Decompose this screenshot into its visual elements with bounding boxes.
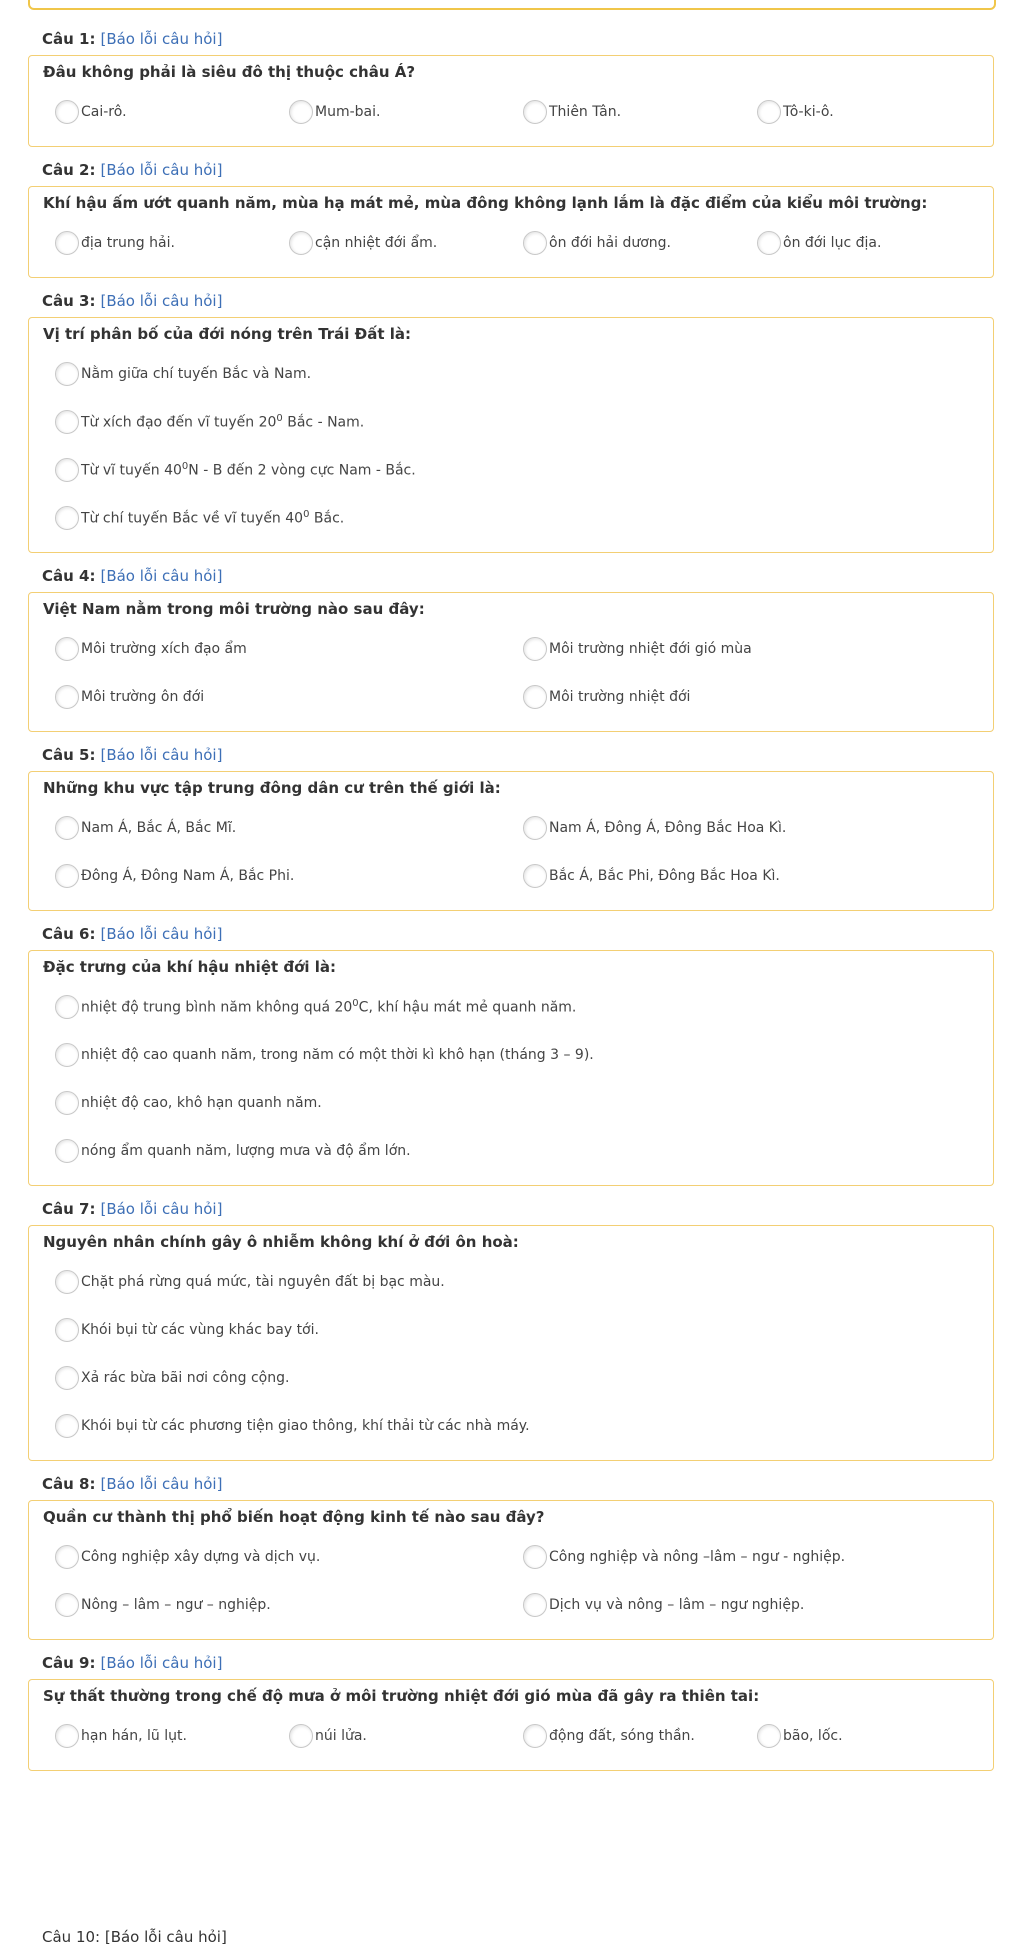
answer-option-label: Dịch vụ và nông – lâm – ngư nghiệp. [549, 1597, 805, 1613]
question-box [28, 55, 994, 147]
answer-option[interactable] [43, 1402, 979, 1450]
radio-button-icon[interactable] [523, 637, 547, 661]
radio-button-icon[interactable] [55, 100, 79, 124]
answer-option-label: nóng ẩm quanh năm, lượng mưa và độ ẩm lớn. [81, 1143, 411, 1159]
radio-button-icon[interactable] [55, 1091, 79, 1115]
answer-option-label: động đất, sóng thần. [549, 1728, 695, 1744]
answer-option[interactable] [745, 88, 979, 136]
answer-option[interactable] [43, 1533, 511, 1581]
report-error-link[interactable]: [Báo lỗi câu hỏi] [100, 567, 223, 585]
answer-option-label: Mum-bai. [315, 104, 381, 120]
answer-options [43, 983, 979, 1175]
question-header [42, 290, 994, 312]
radio-button-icon[interactable] [757, 100, 781, 124]
answer-option[interactable] [511, 852, 979, 900]
question-9 [28, 1652, 994, 1771]
answer-option[interactable] [511, 1581, 979, 1629]
answer-options [43, 88, 979, 136]
answer-option[interactable] [511, 219, 745, 267]
report-error-link[interactable]: [Báo lỗi câu hỏi] [100, 1200, 223, 1218]
question-header [42, 1652, 994, 1674]
question-text: Việt Nam nằm trong môi trường nào sau đây: [43, 600, 425, 618]
answer-option[interactable] [277, 1712, 511, 1760]
question-header [42, 159, 994, 181]
question-text: Những khu vực tập trung đông dân cư trên thế giới là: [43, 779, 501, 797]
question-number: Câu 6: [42, 925, 96, 943]
question-3 [28, 290, 994, 553]
answer-option[interactable] [43, 1306, 979, 1354]
answer-option[interactable] [43, 804, 511, 852]
next-question-header-peek: Câu 10: [Báo lỗi câu hỏi] [42, 1928, 227, 1946]
question-text: Khí hậu ấm ướt quanh năm, mùa hạ mát mẻ, mùa đông không lạnh lắm là đặc điểm của kiểu môi trường: [43, 194, 928, 212]
answer-option[interactable] [745, 1712, 979, 1760]
answer-option-label: Nằm giữa chí tuyến Bắc và Nam. [81, 366, 312, 382]
previous-section-frame [28, 0, 996, 10]
answer-option[interactable] [43, 88, 277, 136]
question-text: Đặc trưng của khí hậu nhiệt đới là: [43, 958, 337, 976]
radio-button-icon[interactable] [55, 1043, 79, 1067]
answer-option-label: Môi trường nhiệt đới gió mùa [549, 641, 752, 657]
answer-option[interactable] [43, 446, 979, 494]
radio-button-icon[interactable] [55, 1318, 79, 1342]
answer-option-label: Tô-ki-ô. [783, 104, 834, 120]
answer-options [43, 804, 979, 900]
radio-button-icon[interactable] [523, 864, 547, 888]
question-7 [28, 1198, 994, 1461]
report-error-link[interactable]: [Báo lỗi câu hỏi] [100, 1654, 223, 1672]
answer-option-label: Thiên Tân. [549, 104, 622, 120]
radio-button-icon[interactable] [289, 231, 313, 255]
question-header [42, 28, 994, 50]
report-error-link[interactable]: [Báo lỗi câu hỏi] [100, 1475, 223, 1493]
question-box [28, 1679, 994, 1771]
radio-button-icon[interactable] [55, 1414, 79, 1438]
radio-button-icon[interactable] [523, 816, 547, 840]
question-5 [28, 744, 994, 911]
answer-option-label: nhiệt độ trung bình năm không quá $20^0C$, khí hậu mát mẻ quanh năm. [81, 998, 577, 1016]
question-2 [28, 159, 994, 278]
answer-option-label: Nam Á, Bắc Á, Bắc Mĩ. [81, 820, 237, 836]
answer-option[interactable] [43, 494, 979, 542]
answer-option[interactable] [43, 625, 511, 673]
answer-option[interactable] [43, 1712, 277, 1760]
answer-option-label: Xả rác bừa bãi nơi công cộng. [81, 1370, 290, 1386]
question-6 [28, 923, 994, 1186]
answer-option-label: nhiệt độ cao quanh năm, trong năm có một thời kì khô hạn (tháng 3 – 9). [81, 1047, 594, 1063]
question-text: Vị trí phân bố của đới nóng trên Trái Đất là: [43, 325, 412, 343]
answer-option[interactable] [511, 1712, 745, 1760]
report-error-link[interactable]: [Báo lỗi câu hỏi] [100, 292, 223, 310]
answer-option-label: Môi trường ôn đới [81, 689, 205, 705]
radio-button-icon[interactable] [523, 1545, 547, 1569]
answer-option[interactable] [43, 852, 511, 900]
answer-options [43, 1258, 979, 1450]
answer-option[interactable] [43, 1354, 979, 1402]
radio-button-icon[interactable] [55, 506, 79, 530]
answer-option-label: Từ xích đạo đến vĩ tuyến $20^0$ Bắc - Nam. [81, 413, 365, 431]
answer-option-label: Đông Á, Đông Nam Á, Bắc Phi. [81, 868, 295, 884]
question-header [42, 744, 994, 766]
radio-button-icon[interactable] [523, 685, 547, 709]
answer-option-label: cận nhiệt đới ẩm. [315, 235, 438, 251]
question-text: Nguyên nhân chính gây ô nhiễm không khí ở đới ôn hoà: [43, 1233, 519, 1251]
question-8 [28, 1473, 994, 1640]
question-number: Câu 3: [42, 292, 96, 310]
answer-option-label: Bắc Á, Bắc Phi, Đông Bắc Hoa Kì. [549, 868, 780, 884]
answer-option[interactable] [277, 88, 511, 136]
report-error-link[interactable]: [Báo lỗi câu hỏi] [100, 161, 223, 179]
question-box [28, 1500, 994, 1640]
question-number: Câu 4: [42, 567, 96, 585]
question-box [28, 186, 994, 278]
answer-options [43, 1533, 979, 1629]
answer-option-label: Công nghiệp và nông –lâm – ngư - nghiệp. [549, 1549, 846, 1565]
answer-option-label: Khói bụi từ các phương tiện giao thông, khí thải từ các nhà máy. [81, 1418, 530, 1434]
radio-button-icon[interactable] [289, 100, 313, 124]
radio-button-icon[interactable] [55, 1593, 79, 1617]
question-text: Sự thất thường trong chế độ mưa ở môi trường nhiệt đới gió mùa đã gây ra thiên tai: [43, 1687, 760, 1705]
question-number: Câu 5: [42, 746, 96, 764]
question-box [28, 592, 994, 732]
report-error-link[interactable]: [Báo lỗi câu hỏi] [100, 746, 223, 764]
answer-option[interactable] [277, 219, 511, 267]
question-text: Quần cư thành thị phổ biến hoạt động kinh tế nào sau đây? [43, 1508, 545, 1526]
answer-options [43, 625, 979, 721]
answer-options [43, 1712, 979, 1760]
radio-button-icon[interactable] [55, 685, 79, 709]
radio-button-icon[interactable] [55, 1545, 79, 1569]
answer-option[interactable] [43, 1079, 979, 1127]
quiz-list [28, 28, 994, 1783]
answer-option[interactable] [43, 1127, 979, 1175]
question-box [28, 771, 994, 911]
radio-button-icon[interactable] [757, 1724, 781, 1748]
radio-button-icon[interactable] [55, 1724, 79, 1748]
radio-button-icon[interactable] [55, 637, 79, 661]
answer-option[interactable] [511, 88, 745, 136]
question-text: Đâu không phải là siêu đô thị thuộc châu Á? [43, 63, 416, 81]
question-number: Câu 2: [42, 161, 96, 179]
answer-option-label: hạn hán, lũ lụt. [81, 1728, 187, 1744]
answer-option-label: Cai-rô. [81, 104, 127, 120]
question-box [28, 317, 994, 553]
question-box [28, 950, 994, 1186]
radio-button-icon[interactable] [55, 864, 79, 888]
question-number: Câu 9: [42, 1654, 96, 1672]
answer-option-label: ôn đới hải dương. [549, 235, 672, 251]
answer-option-label: bão, lốc. [783, 1728, 843, 1744]
radio-button-icon[interactable] [523, 1593, 547, 1617]
answer-option-label: núi lửa. [315, 1728, 367, 1744]
radio-button-icon[interactable] [55, 1366, 79, 1390]
question-header [42, 1198, 994, 1220]
radio-button-icon[interactable] [55, 816, 79, 840]
question-number: Câu 7: [42, 1200, 96, 1218]
radio-button-icon[interactable] [757, 231, 781, 255]
answer-option-label: địa trung hải. [81, 235, 175, 251]
question-number: Câu 8: [42, 1475, 96, 1493]
answer-option[interactable] [43, 350, 979, 398]
question-header [42, 565, 994, 587]
radio-button-icon[interactable] [55, 362, 79, 386]
question-4 [28, 565, 994, 732]
answer-option-label: Môi trường xích đạo ẩm [81, 641, 247, 657]
answer-option-label: Từ vĩ tuyến $40^0N$ - B đến 2 vòng cực Nam - Bắc. [81, 461, 416, 479]
answer-option-label: Nam Á, Đông Á, Đông Bắc Hoa Kì. [549, 820, 787, 836]
answer-option[interactable] [511, 1533, 979, 1581]
radio-button-icon[interactable] [523, 100, 547, 124]
radio-button-icon[interactable] [55, 458, 79, 482]
answer-option[interactable] [43, 983, 979, 1031]
answer-option[interactable] [43, 398, 979, 446]
answer-option[interactable] [43, 219, 277, 267]
answer-option[interactable] [43, 1258, 979, 1306]
answer-option-label: nhiệt độ cao, khô hạn quanh năm. [81, 1095, 322, 1111]
answer-option-label: ôn đới lục địa. [783, 235, 882, 251]
question-header [42, 1473, 994, 1495]
answer-option-label: Khói bụi từ các vùng khác bay tới. [81, 1322, 319, 1338]
question-number: Câu 1: [42, 30, 96, 48]
answer-option-label: Từ chí tuyến Bắc về vĩ tuyến $40^0$ Bắc. [81, 509, 345, 527]
answer-option[interactable] [511, 625, 979, 673]
answer-option[interactable] [43, 1031, 979, 1079]
report-error-link[interactable]: [Báo lỗi câu hỏi] [100, 925, 223, 943]
answer-option[interactable] [43, 1581, 511, 1629]
answer-option[interactable] [43, 673, 511, 721]
answer-option-label: Nông – lâm – ngư – nghiệp. [81, 1597, 271, 1613]
report-error-link[interactable]: [Báo lỗi câu hỏi] [100, 30, 223, 48]
answer-option[interactable] [745, 219, 979, 267]
radio-button-icon[interactable] [55, 995, 79, 1019]
radio-button-icon[interactable] [289, 1724, 313, 1748]
answer-options [43, 350, 979, 542]
answer-option-label: Công nghiệp xây dựng và dịch vụ. [81, 1549, 321, 1565]
question-box [28, 1225, 994, 1461]
radio-button-icon[interactable] [55, 1270, 79, 1294]
answer-option[interactable] [511, 673, 979, 721]
question-header [42, 923, 994, 945]
radio-button-icon[interactable] [523, 231, 547, 255]
answer-options [43, 219, 979, 267]
radio-button-icon[interactable] [55, 1139, 79, 1163]
answer-option-label: Chặt phá rừng quá mức, tài nguyên đất bị bạc màu. [81, 1274, 445, 1290]
radio-button-icon[interactable] [523, 1724, 547, 1748]
answer-option[interactable] [511, 804, 979, 852]
radio-button-icon[interactable] [55, 231, 79, 255]
radio-button-icon[interactable] [55, 410, 79, 434]
answer-option-label: Môi trường nhiệt đới [549, 689, 691, 705]
question-1 [28, 28, 994, 147]
